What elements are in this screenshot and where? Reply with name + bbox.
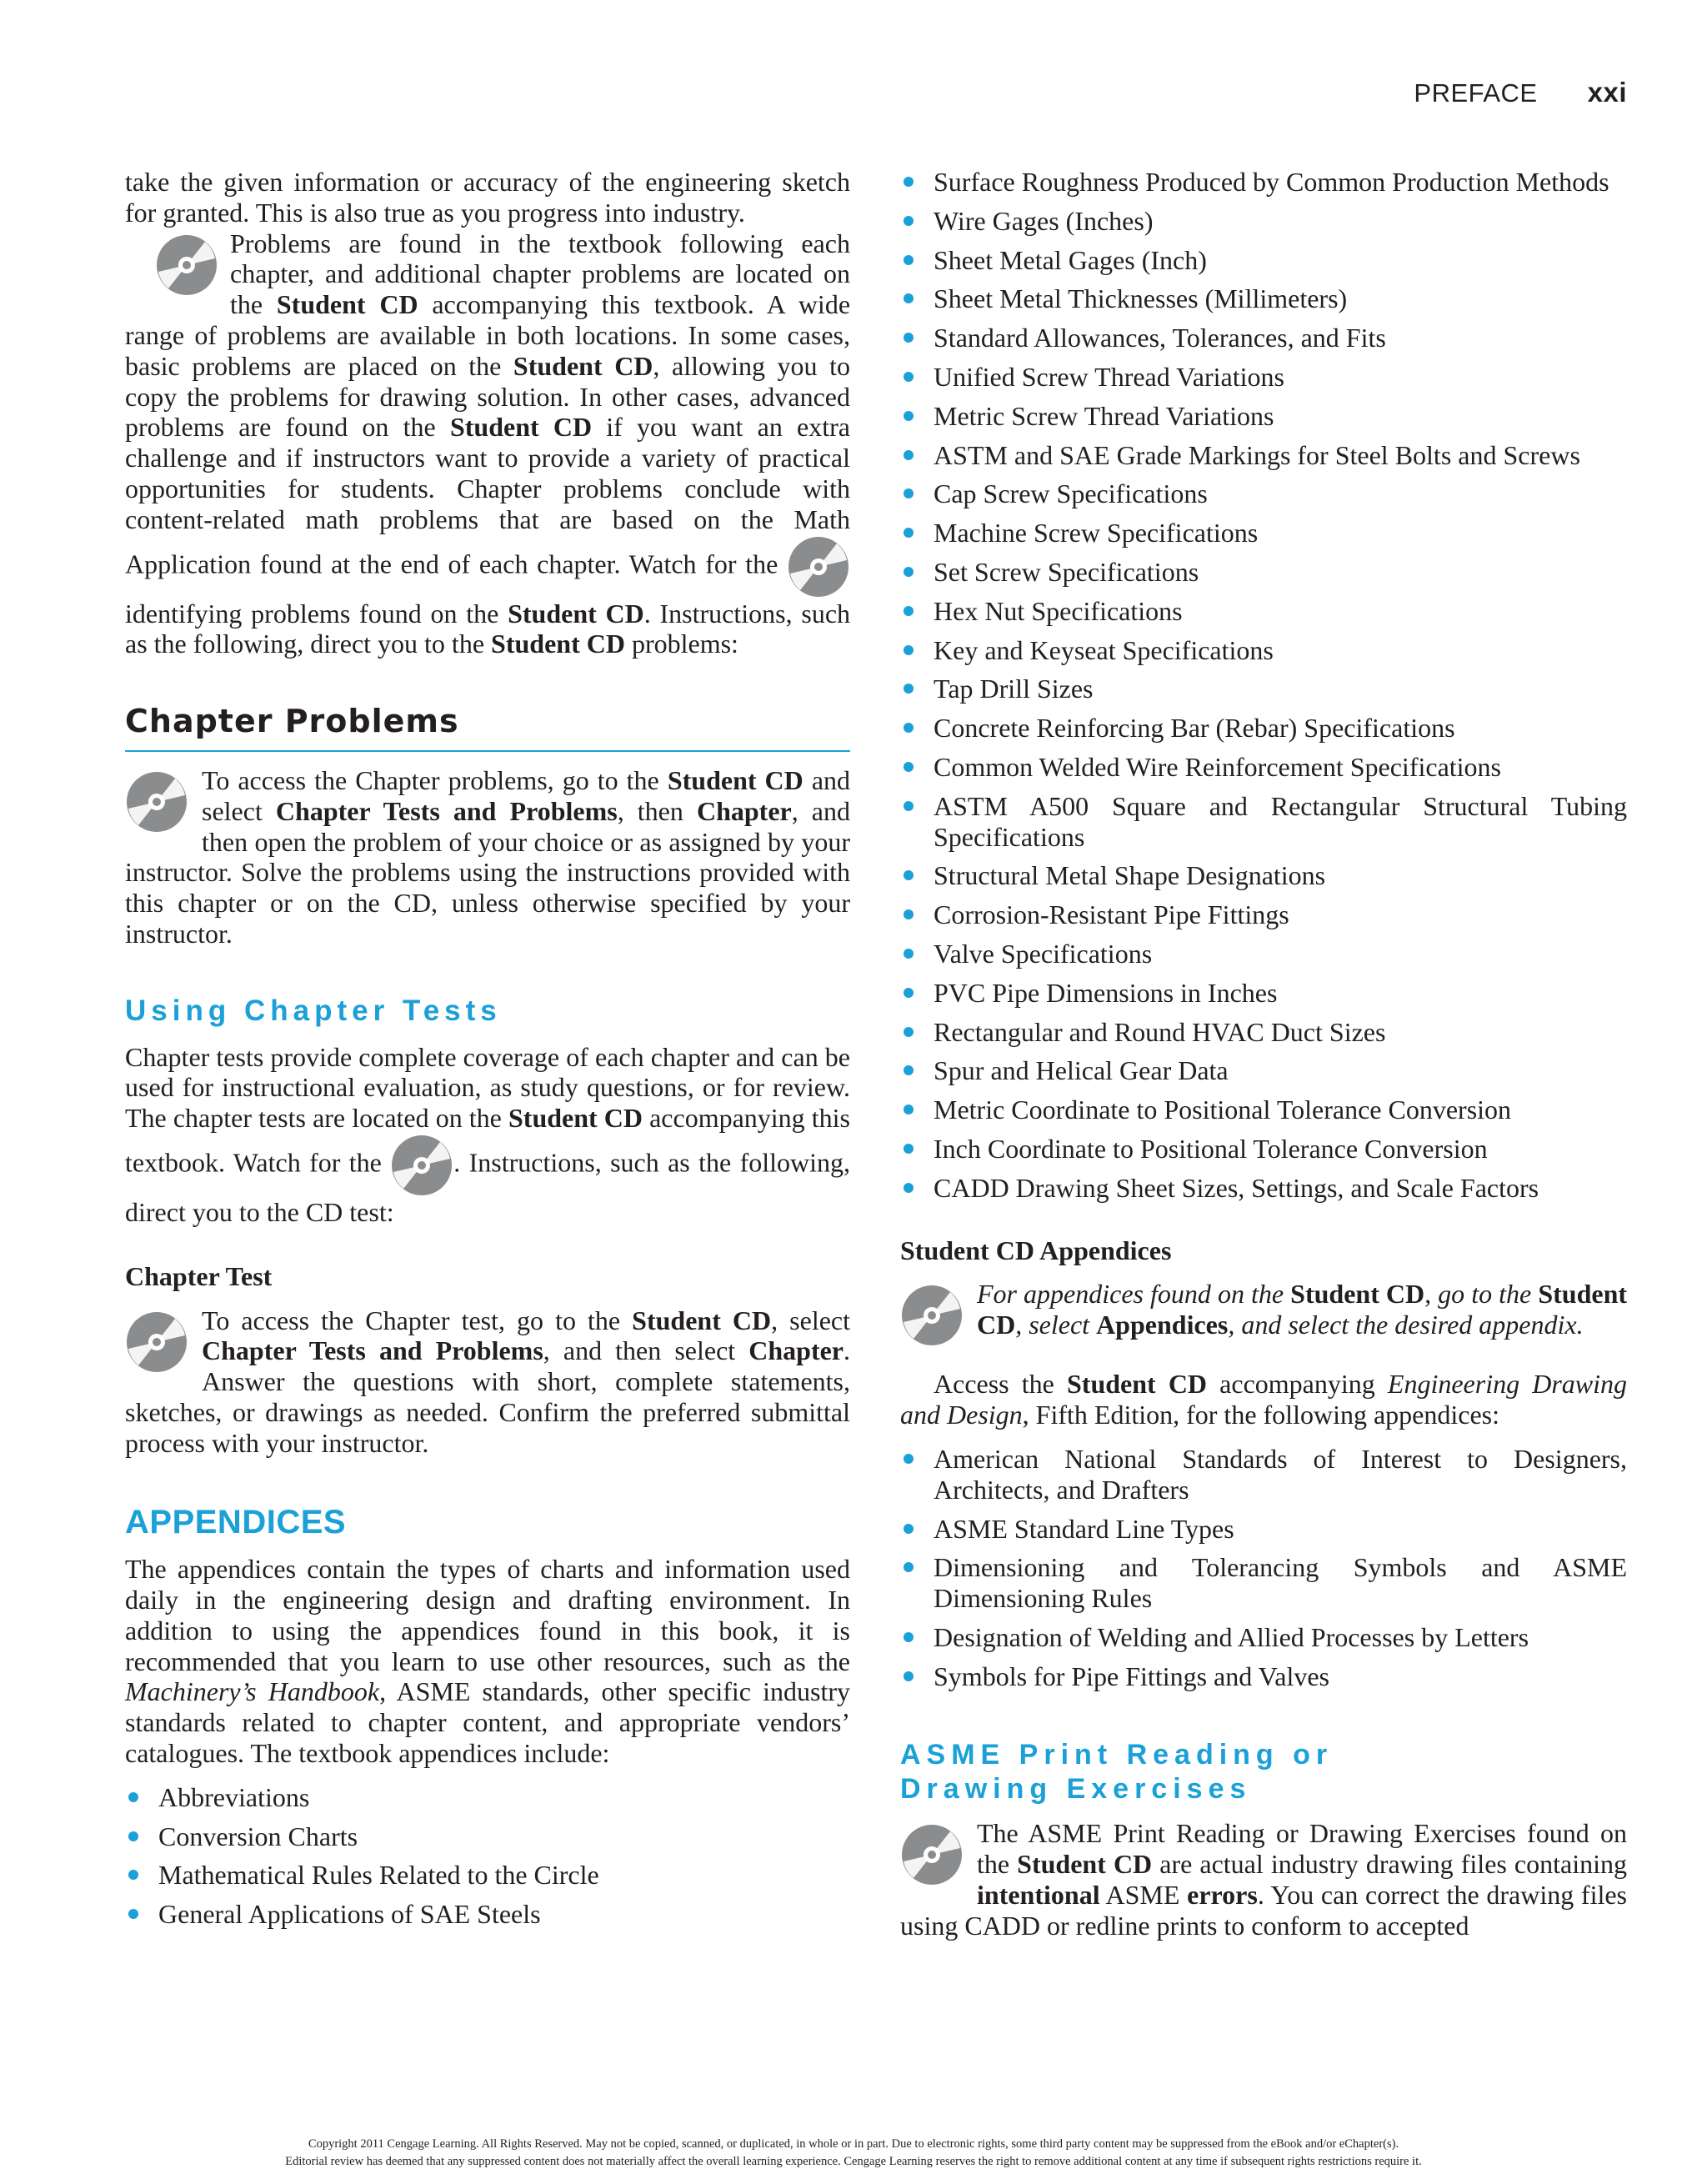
list-item: Spur and Helical Gear Data bbox=[900, 1055, 1627, 1086]
textbook-appendices-list bbox=[125, 1782, 850, 1930]
list-item: Dimensioning and Tolerancing Symbols and ASME Dimensioning Rules bbox=[900, 1552, 1627, 1614]
cd-icon bbox=[787, 535, 850, 599]
student-cd-appendices-heading: Student CD Appendices bbox=[900, 1235, 1172, 1265]
list-item: Structural Metal Shape Designations bbox=[900, 860, 1627, 891]
problems-paragraph: Problems are found in the textbook following each chapter, and additional chapter problems are located on the Student CD accompanying this textbook. A wide range of problems are available in both locations. In some cases, basic problems are placed on the Student CD, allowing you to copy the problems for drawing solution. In other cases, advanced problems are found on the Student CD if you want an extra challenge and if instructors want to provide a variety of practical opportunities for students. Chapter problems conclude with content-related math problems that are based on the Math Application found at the end of each chapter. Watch for the identifying problems found on the Student CD. Instructions, such as the following, direct you to the Student CD problems: bbox=[125, 228, 851, 659]
list-item: ASTM and SAE Grade Markings for Steel Bolts and Screws bbox=[900, 440, 1627, 471]
list-item: Metric Screw Thread Variations bbox=[900, 401, 1627, 432]
list-item: Abbreviations bbox=[125, 1782, 850, 1813]
student-cd-appendices-list bbox=[900, 1444, 1627, 1692]
list-item: Set Screw Specifications bbox=[900, 557, 1627, 588]
list-item: Wire Gages (Inches) bbox=[900, 206, 1627, 237]
using-chapter-tests-heading: Using Chapter Tests bbox=[125, 994, 502, 1027]
intro-paragraph: take the given information or accuracy of the engineering sketch for granted. This is also true as you progress into industry. bbox=[125, 167, 850, 228]
cd-icon bbox=[155, 233, 218, 297]
list-item: ASTM A500 Square and Rectangular Structural Tubing Specifications bbox=[900, 791, 1627, 853]
list-item: Surface Roughness Produced by Common Production Methods bbox=[900, 167, 1627, 198]
list-item: Tap Drill Sizes bbox=[900, 674, 1627, 704]
copyright-line-1: Copyright 2011 Cengage Learning. All Rights Reserved. May not be copied, scanned, or duplicated, in whole or in part. Due to electronic rights, some third party content may be suppressed from the eBook and/or eChapter(s). bbox=[308, 2137, 1399, 2151]
list-item: Cap Screw Specifications bbox=[900, 478, 1627, 509]
cd-icon bbox=[390, 1134, 453, 1197]
list-item: Sheet Metal Gages (Inch) bbox=[900, 245, 1627, 276]
asme-exercises-heading: ASME Print Reading or Drawing Exercises bbox=[900, 1739, 1334, 1806]
cd-icon bbox=[900, 1823, 964, 1886]
chapter-problems-heading: Chapter Problems bbox=[125, 706, 850, 752]
cd-icon bbox=[125, 1310, 188, 1374]
student-cd-appendices-instructions: For appendices found on the Student CD, go to the Student CD, select Appendices, and select the desired appendix. bbox=[900, 1279, 1627, 1347]
list-item: Key and Keyseat Specifications bbox=[900, 635, 1627, 666]
chapter-test-instructions: To access the Chapter test, go to the Student CD, select Chapter Tests and Problems, and then select Chapter. Answer the questions with short, complete statements, sketches, or drawings as needed. Confirm the preferred submittal process with your instructor. bbox=[125, 1305, 851, 1458]
list-item: Hex Nut Specifications bbox=[900, 596, 1627, 627]
copyright-line-2: Editorial review has deemed that any suppressed content does not materially affect the overall learning experience. Cengage Learning reserves the right to remove additional content at any time if subsequent rights restrictions require it. bbox=[285, 2155, 1422, 2168]
chapter-test-heading: Chapter Test bbox=[125, 1260, 273, 1291]
list-item: Corrosion-Resistant Pipe Fittings bbox=[900, 899, 1627, 930]
list-item: Metric Coordinate to Positional Tolerance Conversion bbox=[900, 1095, 1627, 1125]
cd-icon bbox=[900, 1284, 964, 1347]
right-column bbox=[900, 167, 1627, 1941]
list-item: CADD Drawing Sheet Sizes, Settings, and Scale Factors bbox=[900, 1173, 1627, 1204]
using-chapter-tests-paragraph: Chapter tests provide complete coverage of each chapter and can be used for instructional evaluation, as study questions, or for review. The chapter tests are located on the Student CD accompanying this textbook. Watch for the . Instructions, such as the following, direct you to the CD test: bbox=[125, 1041, 851, 1227]
cd-icon bbox=[125, 770, 188, 834]
list-item: Sheet Metal Thicknesses (Millimeters) bbox=[900, 283, 1627, 314]
list-item: Inch Coordinate to Positional Tolerance Conversion bbox=[900, 1134, 1627, 1165]
list-item: General Applications of SAE Steels bbox=[125, 1899, 850, 1930]
appendices-continued-list bbox=[900, 167, 1627, 1204]
list-item: Conversion Charts bbox=[125, 1821, 850, 1852]
list-item: Concrete Reinforcing Bar (Rebar) Specifications bbox=[900, 713, 1627, 744]
list-item: Valve Specifications bbox=[900, 939, 1627, 969]
running-head bbox=[1414, 77, 1627, 108]
list-item: Designation of Welding and Allied Processes by Letters bbox=[900, 1622, 1627, 1653]
asme-exercises-paragraph: The ASME Print Reading or Drawing Exercises found on the Student CD are actual industry drawing files containing intentional ASME errors. You can correct the drawing files using CADD or redline prints to conform to accepted bbox=[900, 1818, 1628, 1941]
list-item: Unified Screw Thread Variations bbox=[900, 362, 1627, 393]
left-column bbox=[125, 167, 850, 1938]
list-item: Rectangular and Round HVAC Duct Sizes bbox=[900, 1017, 1627, 1048]
running-head-section: PREFACE bbox=[1414, 78, 1538, 108]
list-item: American National Standards of Interest to Designers, Architects, and Drafters bbox=[900, 1444, 1627, 1505]
list-item: PVC Pipe Dimensions in Inches bbox=[900, 978, 1627, 1009]
list-item: Machine Screw Specifications bbox=[900, 518, 1627, 549]
list-item: ASME Standard Line Types bbox=[900, 1514, 1627, 1545]
copyright-footer bbox=[0, 2136, 1707, 2171]
access-paragraph: Access the Student CD accompanying Engineering Drawing and Design, Fifth Edition, for the following appendices: bbox=[900, 1369, 1628, 1430]
page-number: xxi bbox=[1587, 77, 1627, 108]
list-item: Standard Allowances, Tolerances, and Fits bbox=[900, 323, 1627, 353]
chapter-problems-instructions: To access the Chapter problems, go to the Student CD and select Chapter Tests and Problems, then Chapter, and then open the problem of your choice or as assigned by your instructor. Solve the problems using the instructions provided with this chapter or on the CD, unless otherwise specified by your instructor. bbox=[125, 764, 851, 949]
list-item: Symbols for Pipe Fittings and Valves bbox=[900, 1661, 1627, 1692]
list-item: Mathematical Rules Related to the Circle bbox=[125, 1860, 850, 1891]
list-item: Common Welded Wire Reinforcement Specifications bbox=[900, 752, 1627, 783]
appendices-paragraph: The appendices contain the types of charts and information used daily in the engineering design and drafting environment. In addition to using the appendices found in this book, it is recommended that you learn to use other resources, such as the Machinery’s Handbook, ASME standards, other specific industry standards related to chapter content, and appropriate vendors’ catalogues. The textbook appendices include: bbox=[125, 1554, 851, 1769]
appendices-heading: APPENDICES bbox=[125, 1503, 347, 1540]
